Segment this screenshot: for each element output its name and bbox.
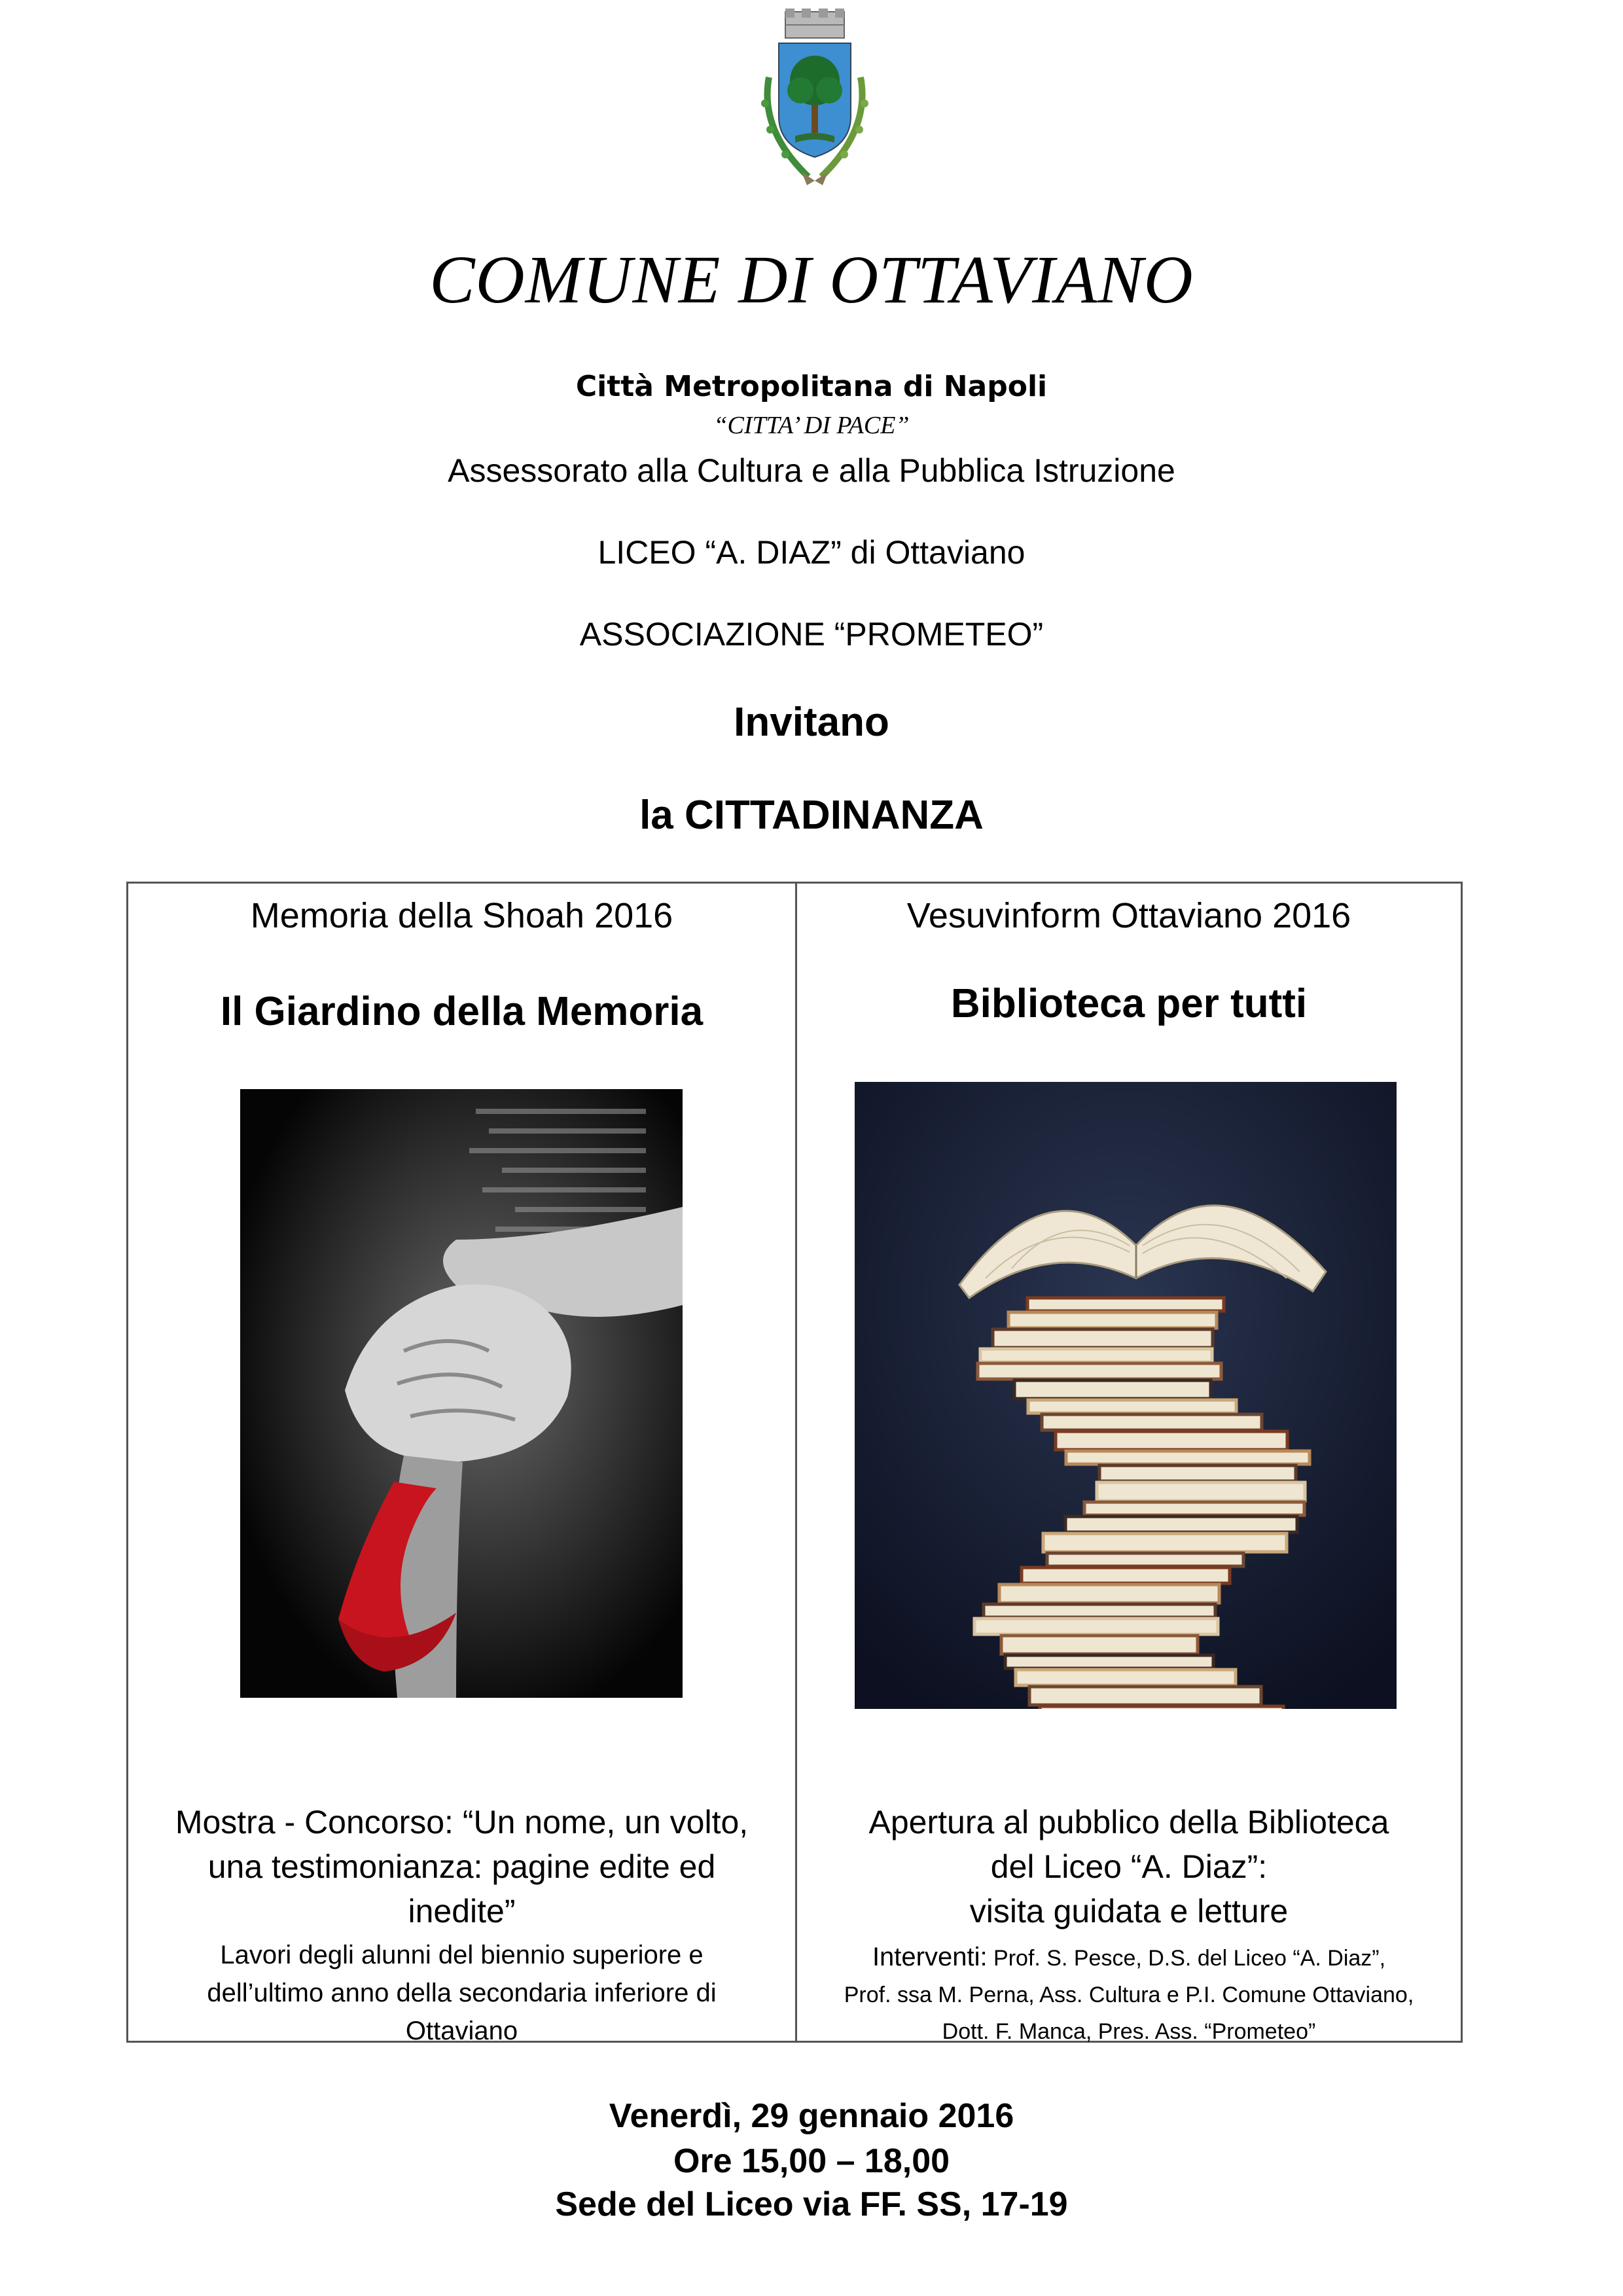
city-subtitle: Città Metropolitana di Napoli xyxy=(575,370,1048,403)
book xyxy=(1022,1568,1230,1583)
book xyxy=(1084,1502,1304,1515)
book xyxy=(1005,1655,1213,1668)
book xyxy=(1001,1636,1198,1654)
book xyxy=(1040,1706,1283,1709)
book xyxy=(1097,1482,1305,1501)
event-venue: Sede del Liceo via FF. SS, 17-19 xyxy=(555,2185,1068,2223)
left-heading: Il Giardino della Memoria xyxy=(220,989,704,1034)
left-subtitle: Memoria della Shoah 2016 xyxy=(250,896,673,935)
right-column xyxy=(797,884,1461,2044)
book xyxy=(993,1329,1213,1348)
right-description xyxy=(810,1800,1448,1933)
book xyxy=(1027,1298,1224,1311)
event-table xyxy=(126,882,1463,2043)
left-description-line: inedite” xyxy=(408,1893,516,1929)
left-note xyxy=(135,1936,789,2050)
left-note-line: Ottaviano xyxy=(405,2017,518,2045)
book xyxy=(978,1363,1221,1379)
book xyxy=(999,1585,1219,1603)
book xyxy=(1028,1400,1236,1413)
book xyxy=(1056,1431,1287,1450)
right-description-line: visita guidata e letture xyxy=(969,1893,1289,1929)
crest-icon xyxy=(749,5,880,188)
interventi-line xyxy=(804,1939,1454,1977)
right-heading: Biblioteca per tutti xyxy=(950,981,1308,1026)
book xyxy=(974,1619,1218,1634)
book xyxy=(980,1349,1212,1362)
holding-hands-image xyxy=(240,1089,683,1698)
left-description-line: una testimonianza: pagine edite ed xyxy=(207,1848,716,1885)
stacked-books-image xyxy=(855,1082,1397,1709)
book xyxy=(984,1604,1215,1617)
book xyxy=(1065,1516,1297,1532)
interventi-label: Interventi: xyxy=(872,1943,988,1971)
audience-heading: la CITTADINANZA xyxy=(639,793,984,838)
book xyxy=(1047,1553,1243,1566)
left-description-line: Mostra - Concorso: “Un nome, un volto, xyxy=(175,1804,749,1840)
left-column xyxy=(128,884,795,2045)
book xyxy=(1043,1534,1287,1552)
event-time: Ore 15,00 – 18,00 xyxy=(673,2142,950,2180)
left-note-line: Lavori degli alunni del biennio superiore e xyxy=(220,1941,704,1969)
book xyxy=(1066,1451,1310,1464)
invite-heading: Invitano xyxy=(734,700,889,745)
interventi-line: Dott. F. Manca, Pres. Ass. “Prometeo” xyxy=(942,2019,1316,2044)
book xyxy=(1099,1465,1296,1481)
book xyxy=(1008,1312,1217,1328)
right-description-line: Apertura al pubblico della Biblioteca xyxy=(868,1804,1389,1840)
interventi-line: Prof. ssa M. Perna, Ass. Cultura e P.I. Comune Ottaviano, xyxy=(844,1982,1414,2007)
department: Assessorato alla Cultura e alla Pubblica Istruzione xyxy=(448,452,1175,489)
book xyxy=(1042,1414,1262,1430)
page-title: COMUNE DI OTTAVIANO xyxy=(429,242,1194,317)
right-subtitle: Vesuvinform Ottaviano 2016 xyxy=(906,896,1351,935)
book xyxy=(1029,1687,1261,1705)
right-interventi xyxy=(804,1939,1454,2050)
left-description xyxy=(141,1800,782,1933)
school-name: LICEO “A. DIAZ” di Ottaviano xyxy=(597,534,1026,571)
right-description-line: del Liceo “A. Diaz”: xyxy=(990,1848,1268,1885)
book xyxy=(1016,1670,1236,1685)
interventi-first: Prof. S. Pesce, D.S. del Liceo “A. Diaz”, xyxy=(993,1946,1386,1971)
motto: “CITTA’ DI PACE” xyxy=(713,412,910,439)
left-note-line: dell’ultimo anno della secondaria inferiore di xyxy=(207,1979,717,2007)
association-name: ASSOCIAZIONE “PROMETEO” xyxy=(579,616,1044,653)
event-date: Venerdì, 29 gennaio 2016 xyxy=(609,2097,1014,2135)
book xyxy=(1014,1380,1211,1399)
